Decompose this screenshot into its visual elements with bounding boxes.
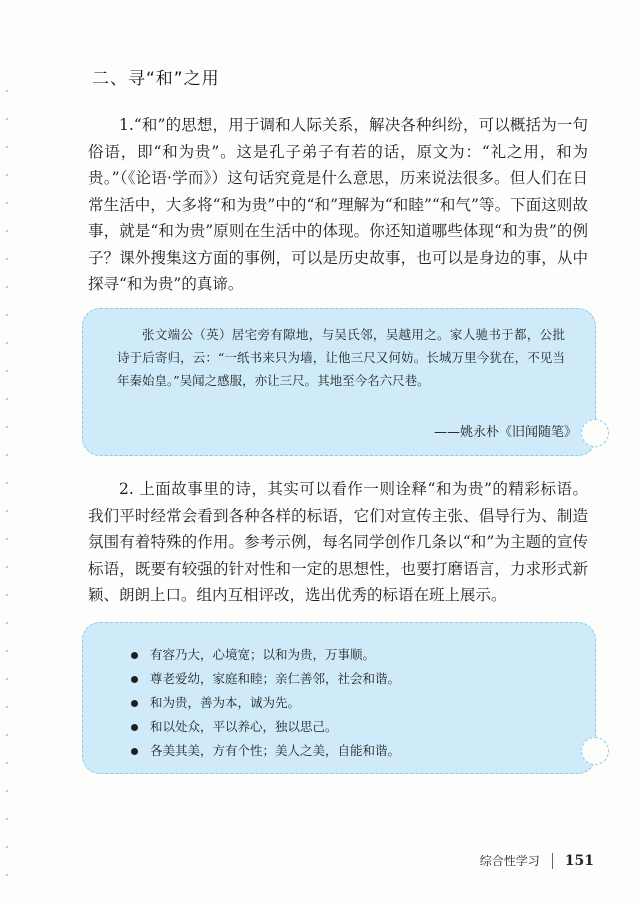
slogan-card bbox=[82, 622, 596, 774]
bullet-icon bbox=[131, 652, 138, 659]
slogan-item: 和以处众，平以养心，独以思己。 bbox=[131, 715, 400, 739]
bullet-icon bbox=[131, 700, 138, 707]
bullet-icon bbox=[131, 748, 138, 755]
story-card bbox=[82, 308, 596, 456]
section-title: 二、寻“和”之用 bbox=[92, 69, 220, 89]
page-number: 151 bbox=[564, 852, 594, 869]
slogan-list bbox=[131, 643, 400, 763]
slogan-item: 有容乃大，心境宽；以和为贵，万事顺。 bbox=[131, 643, 400, 667]
paragraph-2: 2. 上面故事里的诗，其实可以看作一则诠释“和为贵”的精彩标语。我们平时经常会看到各种各样的标语，它们对宣传主张、倡导行为、制造氛围有着特殊的作用。参考示例，每名同学创作几条以“和”为主题的宣传标语，既要有较强的针对性和一定的思想性，也要打磨语言，力求形式新颖、朗朗上口。组内互相评改，选出优秀的标语在班上展示。 bbox=[88, 480, 588, 604]
card-notch bbox=[581, 737, 609, 765]
card-notch bbox=[581, 419, 609, 447]
footer-section-name: 综合性学习 bbox=[479, 854, 540, 868]
page-footer bbox=[480, 852, 594, 869]
bullet-icon bbox=[131, 724, 138, 731]
story-text: 张文端公（英）居宅旁有隙地，与吴氏邻，吴越用之。家人驰书于都，公批诗于后寄归，云：“一纸书来只为墙，让他三尺又何妨。长城万里今犹在，不见当年秦始皇。”吴闻之感服，亦让三尺。其地至今名六尺巷。 bbox=[117, 327, 565, 388]
binding-dots bbox=[4, 0, 10, 905]
paragraph-1: 1.“和”的思想，用于调和人际关系，解决各种纠纷，可以概括为一句俗语，即“和为贵”。这是孔子弟子有若的话，原文为：“礼之用，和为贵。”（《论语·学而》）这句话究竟是什么意思，历来说法很多。但人们在日常生活中，大多将“和为贵”中的“和”理解为“和睦”“和气”等。下面这则故事，就是“和为贵”原则在生活中的体现。你还知道哪些体现“和为贵”的例子？课外搜集这方面的事例，可以是历史故事，也可以是身边的事，从中探寻“和为贵”的真谛。 bbox=[88, 116, 588, 293]
bullet-icon bbox=[131, 676, 138, 683]
slogan-item: 各美其美，方有个性；美人之美，自能和谐。 bbox=[131, 739, 400, 763]
slogan-item: 和为贵，善为本，诚为先。 bbox=[131, 691, 400, 715]
footer-divider bbox=[552, 853, 553, 869]
slogan-item: 尊老爱幼，家庭和睦；亲仁善邻，社会和谐。 bbox=[131, 667, 400, 691]
story-source: ——姚永朴《旧闻随笔》 bbox=[433, 425, 577, 440]
